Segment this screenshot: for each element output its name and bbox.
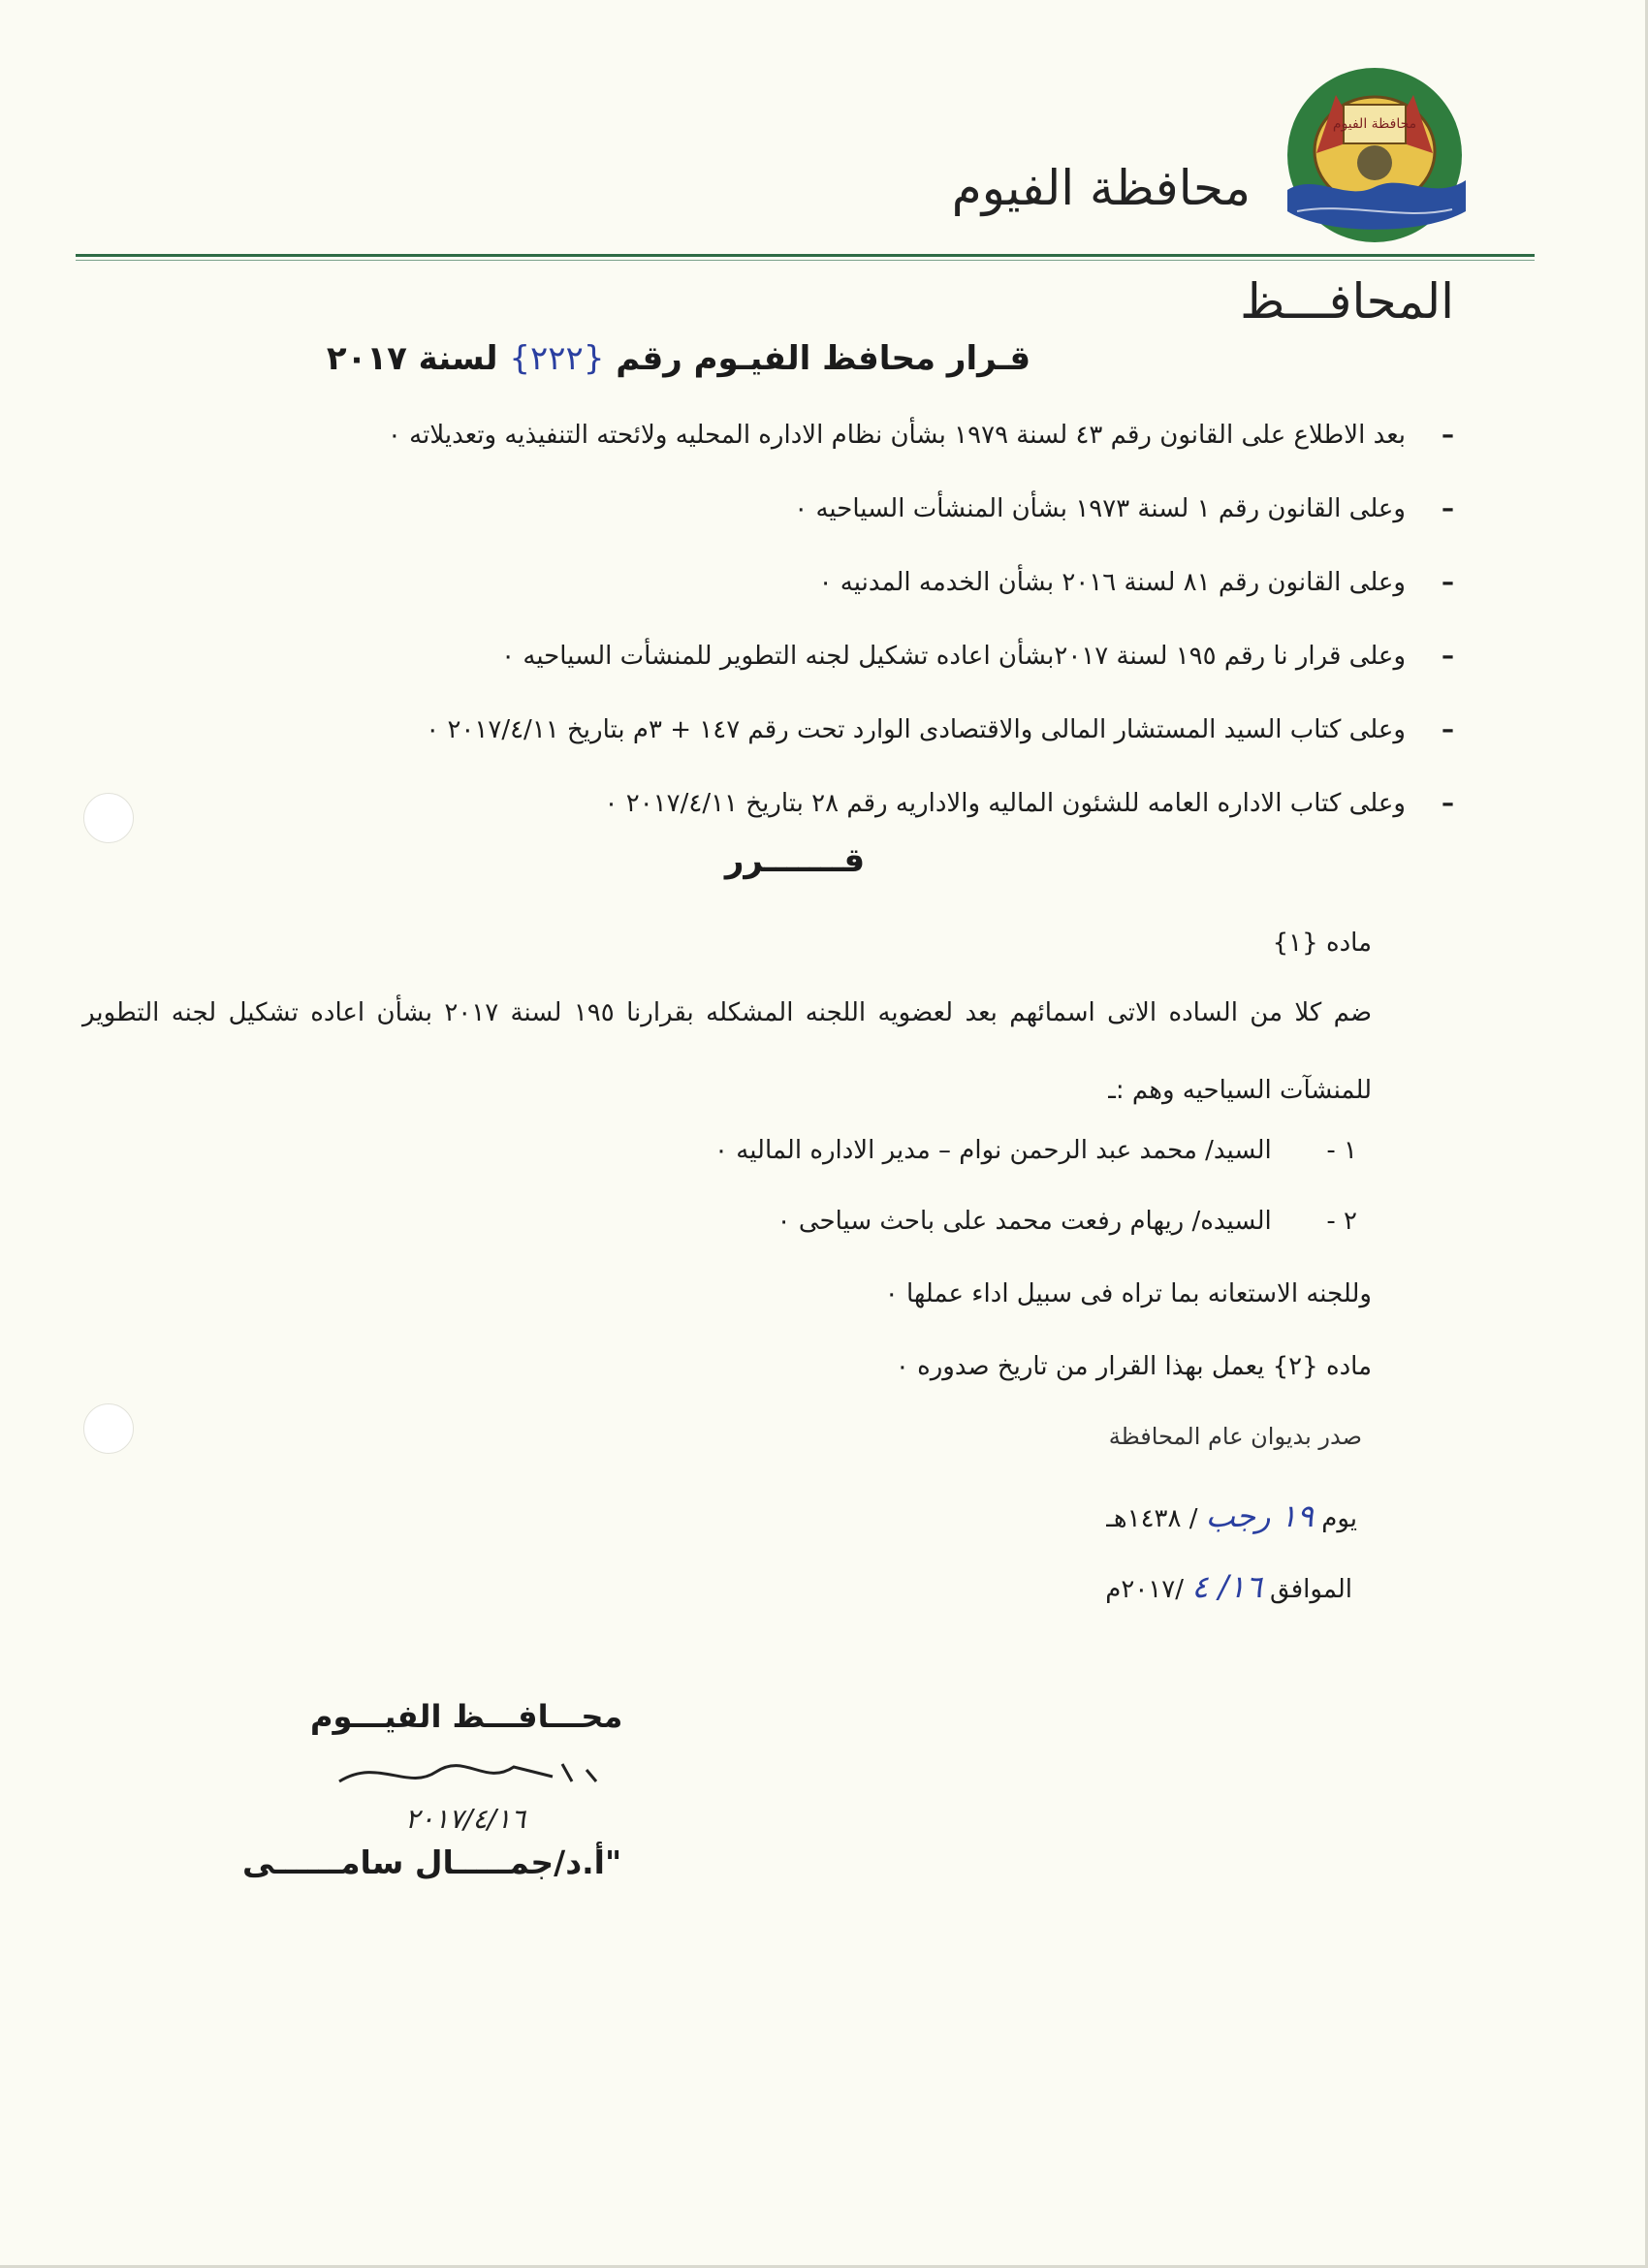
hijri-handwritten: ١٩ رجب	[1205, 1497, 1314, 1534]
preamble-item-text: وعلى كتاب السيد المستشار المالى والاقتصادى الوارد تحت رقم ١٤٧ + ٣م بتاريخ ٢٠١٧/٤/١١ ٠	[426, 715, 1406, 744]
bullet-dash: –	[1442, 789, 1454, 818]
member-item	[777, 1207, 1357, 1236]
header-divider	[76, 254, 1535, 257]
svg-text:محافظة الفيوم: محافظة الفيوم	[1332, 116, 1417, 132]
bullet-dash: –	[1442, 642, 1454, 671]
preamble-item	[194, 564, 1454, 638]
bullet-dash: –	[1442, 421, 1454, 450]
gregorian-prefix: الموافق	[1270, 1575, 1352, 1604]
preamble-item	[194, 711, 1454, 785]
decision-number-handwritten: {٢٢٢}	[509, 339, 605, 378]
decided-heading: قـــــــرر	[724, 841, 866, 880]
article-1-title: ماده {١}	[1272, 929, 1372, 958]
article-2-text: ماده {٢} يعمل بهذا القرار من تاريخ صدوره ٠	[895, 1352, 1372, 1381]
preamble-item-text: وعلى القانون رقم ٨١ لسنة ٢٠١٦ بشأن الخدمه المدنيه ٠	[818, 568, 1406, 597]
preamble-item	[194, 638, 1454, 711]
punch-hole	[83, 793, 134, 843]
handwritten-signature	[320, 1752, 611, 1849]
hijri-prefix: يوم	[1321, 1504, 1357, 1533]
preamble-item	[194, 490, 1454, 564]
article-1-text: ضم كلا من الساده الاتى اسمائهم بعد لعضويه اللجنه المشكله بقرارنا ١٩٥ لسنة ٢٠١٧ بشأن اعاده تشكيل لجنه التطوير للمنشآت السياحيه وهم :ـ	[82, 998, 1373, 1105]
member-text: السيده/ ريهام رفعت محمد على باحث سياحى ٠	[776, 1207, 1272, 1236]
member-item	[714, 1136, 1357, 1165]
preamble-item-text: وعلى كتاب الاداره العامه للشئون الماليه والاداريه رقم ٢٨ بتاريخ ٢٠١٧/٤/١١ ٠	[604, 789, 1406, 818]
role-label: المحافـــظ	[1240, 273, 1454, 330]
signatory-title: محـــافـــظ الفيـــوم	[310, 1698, 623, 1735]
member-number: ٢ -	[1326, 1207, 1357, 1236]
bullet-dash: –	[1442, 715, 1454, 744]
gregorian-handwritten: ١٦/ ٤	[1191, 1568, 1262, 1605]
committee-closing: وللجنه الاستعانه بما تراه فى سبيل اداء عملها ٠	[884, 1279, 1372, 1308]
bullet-dash: –	[1442, 494, 1454, 523]
hijri-date	[1106, 1497, 1357, 1534]
signatory-name: "أ.د/جمـــــال سامــــــى	[242, 1843, 622, 1881]
decision-title-end: لسنة ٢٠١٧	[326, 339, 498, 378]
decision-title-start: قـرار محافظ الفيـوم رقم	[616, 339, 1031, 378]
preamble-item-text: وعلى قرار نا رقم ١٩٥ لسنة ٢٠١٧بشأن اعاده تشكيل لجنه التطوير للمنشأت السياحيه ٠	[501, 642, 1406, 671]
preamble-list	[194, 417, 1454, 859]
header-divider-thin	[76, 260, 1535, 261]
preamble-item	[194, 417, 1454, 490]
governorate-name: محافظة الفيوم	[951, 160, 1251, 216]
decision-title	[242, 339, 1115, 378]
member-number: ١ -	[1326, 1136, 1357, 1165]
gregorian-date	[1105, 1568, 1352, 1605]
bullet-dash: –	[1442, 568, 1454, 597]
punch-hole	[83, 1403, 134, 1454]
preamble-item-text: بعد الاطلاع على القانون رقم ٤٣ لسنة ١٩٧٩ بشأن نظام الاداره المحليه ولائحته التنفيذيه وتعديلاته ٠	[387, 421, 1406, 450]
signature-date: ٢٠١٧/٤/١٦	[404, 1803, 526, 1835]
gregorian-suffix: /٢٠١٧م	[1105, 1575, 1184, 1604]
governorate-seal-logo	[1278, 66, 1472, 245]
member-text: السيد/ محمد عبد الرحمن نوام – مدير الاداره الماليه ٠	[714, 1136, 1272, 1165]
hijri-suffix: / ١٤٣٨هـ	[1106, 1504, 1198, 1533]
issued-at: صدر بديوان عام المحافظة	[1108, 1423, 1362, 1450]
preamble-item-text: وعلى القانون رقم ١ لسنة ١٩٧٣ بشأن المنشأت السياحيه ٠	[794, 494, 1406, 523]
